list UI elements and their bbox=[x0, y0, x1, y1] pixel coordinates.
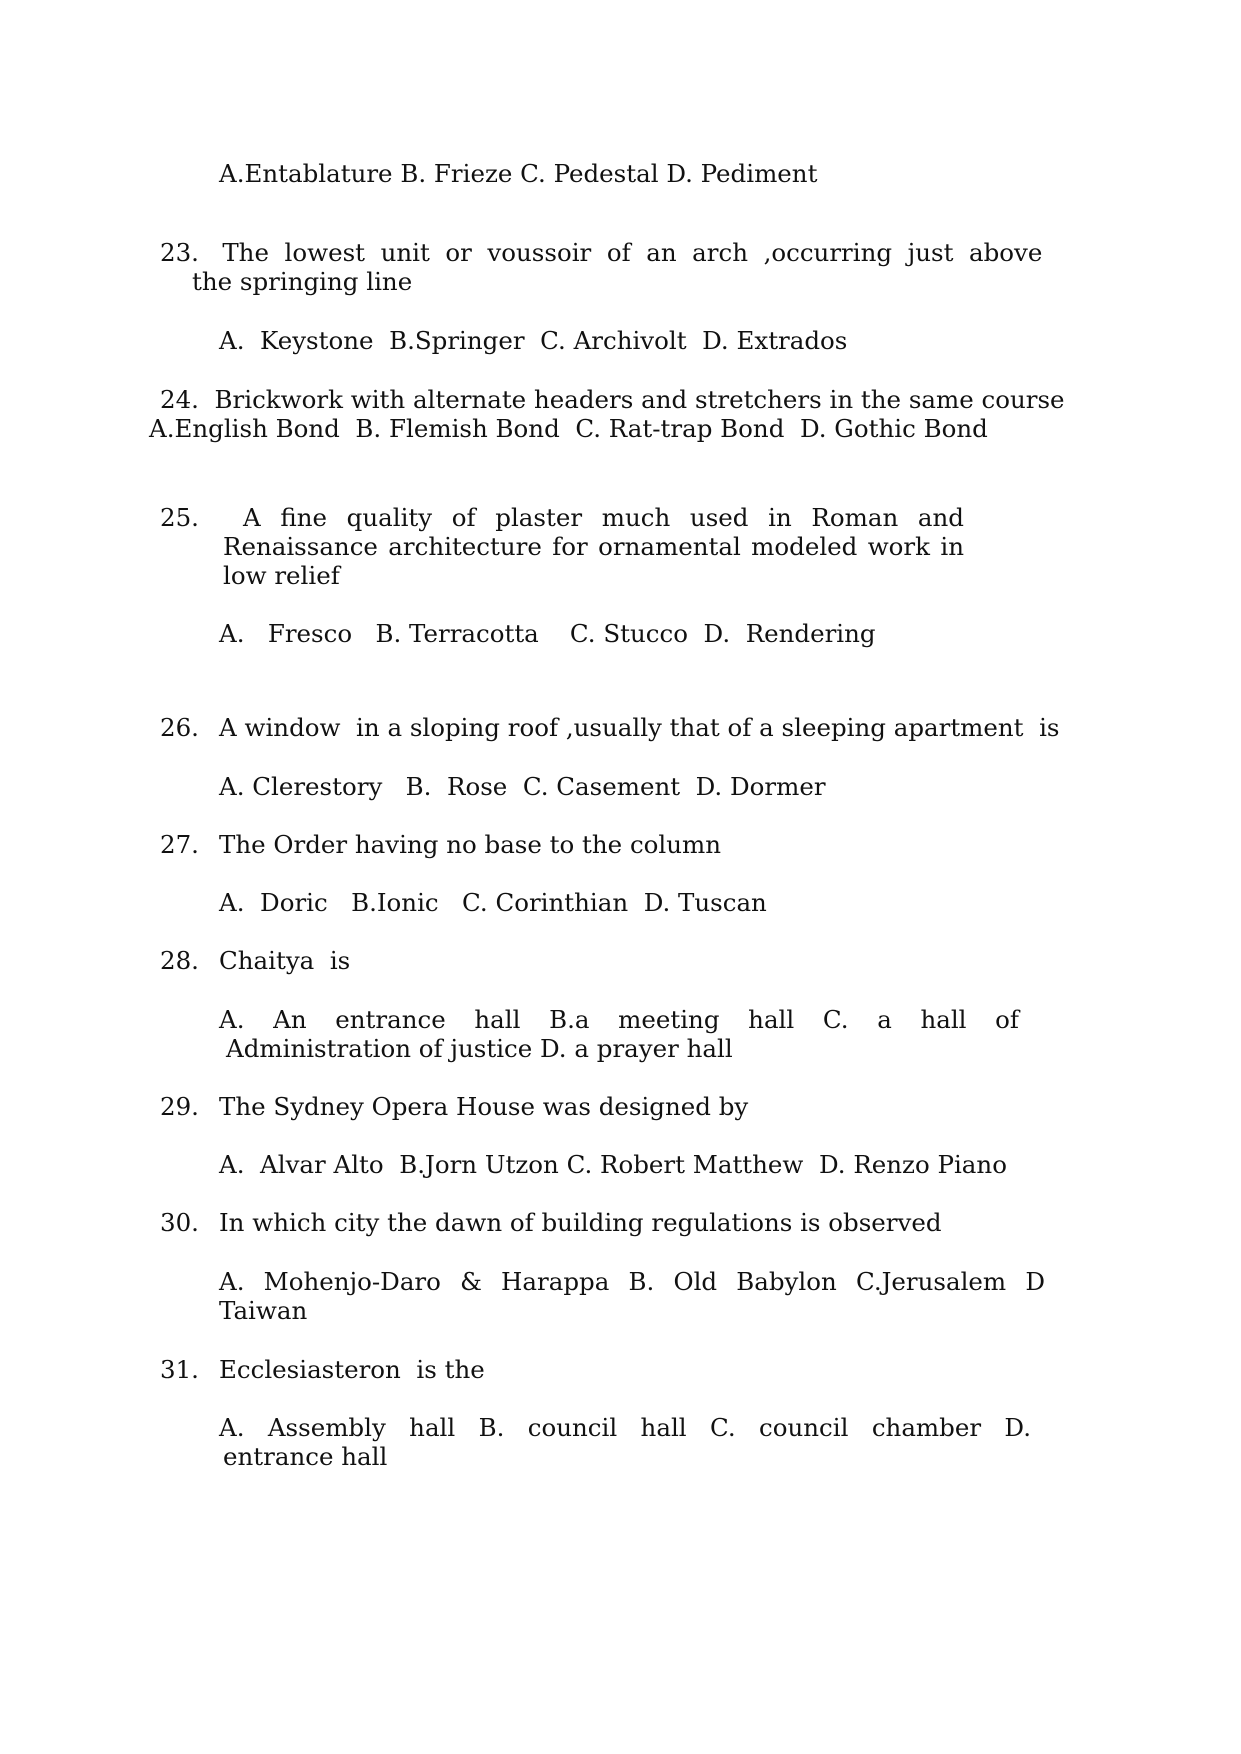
q25-text-line3: low relief bbox=[223, 561, 340, 590]
q23-options: A. Keystone B.Springer C. Archivolt D. Extrados bbox=[219, 326, 848, 355]
q28-options-line2: Administration of justice D. a prayer hall bbox=[226, 1034, 733, 1063]
q30-text: In which city the dawn of building regulations is observed bbox=[219, 1208, 942, 1237]
q24-options: A.English Bond B. Flemish Bond C. Rat-trap Bond D. Gothic Bond bbox=[149, 414, 988, 443]
q30-options-line2: Taiwan bbox=[219, 1296, 308, 1325]
q31-number: 31. bbox=[160, 1355, 199, 1384]
q31-options-line2: entrance hall bbox=[223, 1442, 388, 1471]
q23-text-line1: 23. The lowest unit or voussoir of an arch ,occurring just above bbox=[160, 238, 1043, 267]
q22-options: A.Entablature B. Frieze C. Pedestal D. Pediment bbox=[219, 159, 818, 188]
q25-number: 25. bbox=[160, 503, 199, 532]
q31-text: Ecclesiasteron is the bbox=[219, 1355, 485, 1384]
q29-text: The Sydney Opera House was designed by bbox=[219, 1092, 749, 1121]
q30-options-line1: A. Mohenjo-Daro & Harappa B. Old Babylon C.Jerusalem D bbox=[219, 1267, 1045, 1296]
q29-number: 29. bbox=[160, 1092, 199, 1121]
q25-text-line2: Renaissance architecture for ornamental modeled work in bbox=[223, 532, 964, 561]
q27-number: 27. bbox=[160, 830, 199, 859]
q28-number: 28. bbox=[160, 946, 199, 975]
q28-options-line1: A. An entrance hall B.a meeting hall C. a hall of bbox=[219, 1005, 1019, 1034]
q29-options: A. Alvar Alto B.Jorn Utzon C. Robert Matthew D. Renzo Piano bbox=[219, 1150, 1007, 1179]
q26-number: 26. bbox=[160, 713, 199, 742]
q28-text: Chaitya is bbox=[219, 946, 351, 975]
q24-text: 24. Brickwork with alternate headers and stretchers in the same course bbox=[160, 385, 1065, 414]
q27-options: A. Doric B.Ionic C. Corinthian D. Tuscan bbox=[219, 888, 767, 917]
q30-number: 30. bbox=[160, 1208, 199, 1237]
q26-options: A. Clerestory B. Rose C. Casement D. Dormer bbox=[219, 772, 826, 801]
q23-text-line2: the springing line bbox=[192, 267, 413, 296]
q31-options-line1: A. Assembly hall B. council hall C. council chamber D. bbox=[219, 1413, 1031, 1442]
q25-text-line1: A fine quality of plaster much used in Roman and bbox=[243, 503, 964, 532]
q26-text: A window in a sloping roof ,usually that of a sleeping apartment is bbox=[219, 713, 1060, 742]
q25-options: A. Fresco B. Terracotta C. Stucco D. Rendering bbox=[219, 619, 876, 648]
q27-text: The Order having no base to the column bbox=[219, 830, 722, 859]
